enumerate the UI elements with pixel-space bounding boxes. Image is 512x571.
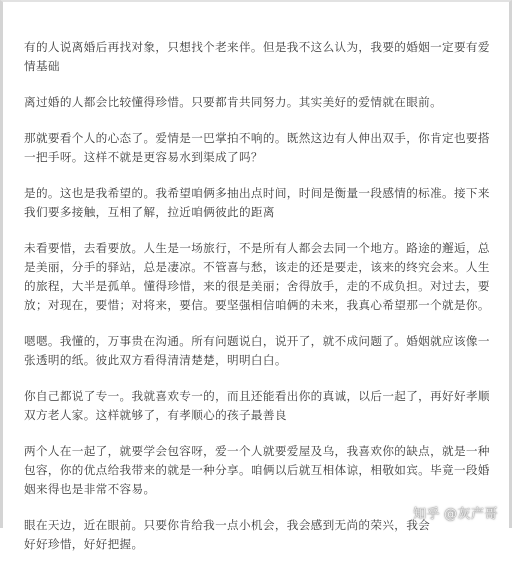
text-line: 有的人说离婚后再找对象，只想找个老来伴。但是我不这么认为，我要的婚姻一定要有爱 bbox=[24, 40, 490, 54]
paragraph-3 bbox=[24, 129, 492, 167]
watermark-site: 知乎 bbox=[412, 507, 440, 522]
text-line: 一把手呀。这样不就是更容易水到渠成了吗？ bbox=[24, 150, 263, 164]
text-line: 是美丽，分手的驿站，总是凄凉。不管喜与愁，该走的还是要走，该来的终究会来。人生 bbox=[24, 260, 490, 274]
text-line: 未看要惜，去看要放。人生是一场旅行，不是所有人都会去同一个地方。路途的邂逅，总 bbox=[24, 241, 490, 255]
watermark-author: @灰产哥 bbox=[443, 507, 498, 522]
text-line: 两个人在一起了，就要学会包容呀，爱一个人就要爱屋及乌，我喜欢你的缺点，就是一种 bbox=[24, 444, 490, 458]
text-line: 那就要看个人的心态了。爱情是一巴掌拍不响的。既然这边有人伸出双手，你肯定也要搭 bbox=[24, 131, 490, 145]
text-line: 你自己都说了专一。我就喜欢专一的，而且还能看出你的真诚，以后一起了，再好好孝顺 bbox=[24, 389, 490, 403]
paragraph-5 bbox=[24, 239, 492, 315]
text-line: 情基础 bbox=[24, 59, 60, 73]
text-line: 是的。这也是我希望的。我希望咱俩多抽出点时间，时间是衡量一段感情的标准。接下来 bbox=[24, 186, 490, 200]
paragraph-7 bbox=[24, 387, 492, 425]
text-line: 我们要多接触，互相了解，拉近咱俩彼此的距离 bbox=[24, 205, 275, 219]
paragraph-4 bbox=[24, 184, 492, 222]
text-line: 包容，你的优点给我带来的就是一种分享。咱俩以后就互相体谅，相敬如宾。毕竟一段婚 bbox=[24, 463, 490, 477]
zhihu-watermark bbox=[413, 503, 498, 522]
text-line: 姻来得也是非常不容易。 bbox=[24, 482, 156, 496]
text-line: 眼在天边，近在眼前。只要你肯给我一点小机会，我会感到无尚的荣兴，我会 bbox=[24, 518, 431, 532]
text-line: 张透明的纸。彼此双方看得清清楚楚，明明白白。 bbox=[24, 353, 287, 367]
text-line: 好好珍惜，好好把握。 bbox=[24, 537, 144, 551]
document-body bbox=[24, 38, 492, 571]
text-line: 放；对现在，要惜；对将来，要信。要坚强相信咱俩的未来，我真心希望那一个就是你。 bbox=[24, 298, 490, 312]
text-line: 离过婚的人都会比较懂得珍惜。只要都肯共同努力。其实美好的爱情就在眼前。 bbox=[24, 95, 443, 109]
paragraph-8 bbox=[24, 442, 492, 499]
paragraph-2 bbox=[24, 93, 492, 112]
text-line: 双方老人家。这样就够了，有孝顺心的孩子最善良 bbox=[24, 408, 287, 422]
text-line: 的旅程，大半是孤单。懂得珍惜，来的很是美丽；舍得放手，走的不成负担。对过去，要 bbox=[24, 279, 490, 293]
paragraph-6 bbox=[24, 332, 492, 370]
paragraph-1 bbox=[24, 38, 492, 76]
text-line: 嗯嗯。我懂的，万事贵在沟通。所有问题说白，说开了，就不成问题了。婚姻就应该像一 bbox=[24, 334, 490, 348]
